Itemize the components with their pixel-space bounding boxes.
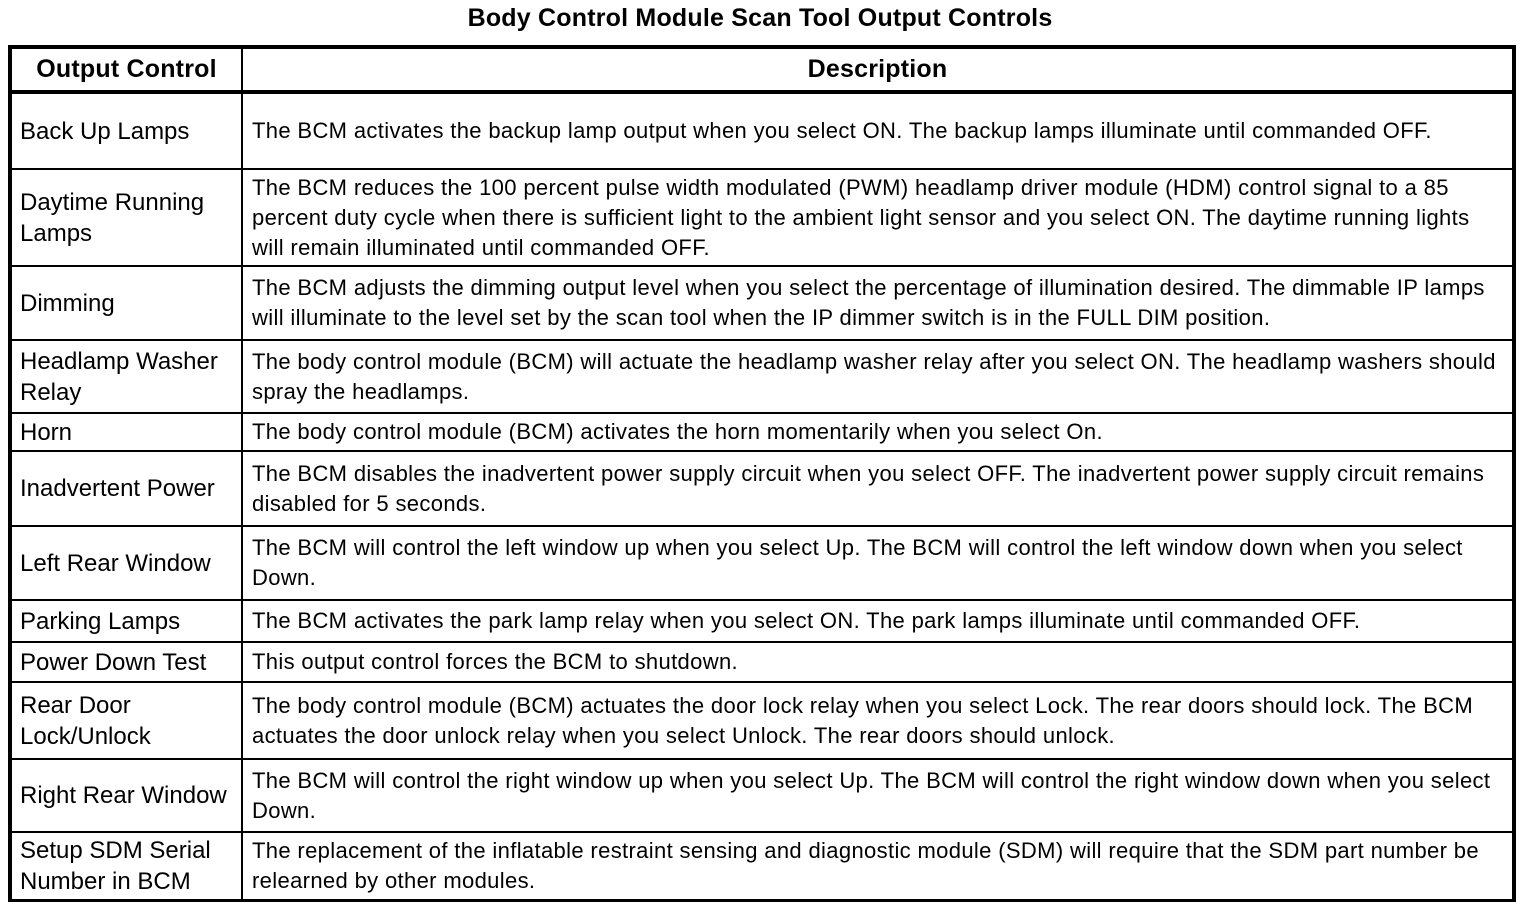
description-cell: The body control module (BCM) will actuate the headlamp washer relay after you select ON. The headlamp washers should spray the headlamps. — [242, 340, 1514, 413]
description-cell: This output control forces the BCM to shutdown. — [242, 642, 1514, 682]
table-row — [10, 682, 1514, 759]
description-cell: The BCM activates the backup lamp output when you select ON. The backup lamps illuminate until commanded OFF. — [242, 92, 1514, 169]
output-control-cell: Inadvertent Power — [10, 451, 242, 526]
output-control-cell: Right Rear Window — [10, 759, 242, 832]
description-cell: The BCM will control the left window up when you select Up. The BCM will control the left window down when you select Down. — [242, 526, 1514, 600]
table-row — [10, 642, 1514, 682]
table-row — [10, 451, 1514, 526]
output-control-cell: Horn — [10, 413, 242, 451]
table-row — [10, 92, 1514, 169]
table-row — [10, 759, 1514, 832]
output-control-cell: Dimming — [10, 266, 242, 340]
output-control-cell: Setup SDM Serial Number in BCM — [10, 832, 242, 901]
table-row — [10, 413, 1514, 451]
table-body — [10, 92, 1514, 901]
table-row — [10, 832, 1514, 901]
column-header-output-control: Output Control — [10, 47, 242, 92]
table-row — [10, 340, 1514, 413]
description-cell: The body control module (BCM) actuates the door lock relay when you select Lock. The rear doors should lock. The BCM actuates the door unlock relay when you select Unlock. The rear doors should unlock. — [242, 682, 1514, 759]
output-control-cell: Parking Lamps — [10, 600, 242, 642]
description-cell: The BCM reduces the 100 percent pulse width modulated (PWM) headlamp driver module (HDM) control signal to a 85 percent duty cycle when there is sufficient light to the ambient light sensor and you select ON. The daytime running lights will remain illuminated until commanded OFF. — [242, 169, 1514, 266]
output-control-cell: Left Rear Window — [10, 526, 242, 600]
table-row — [10, 526, 1514, 600]
output-control-cell: Back Up Lamps — [10, 92, 242, 169]
description-cell: The body control module (BCM) activates the horn momentarily when you select On. — [242, 413, 1514, 451]
output-control-cell: Power Down Test — [10, 642, 242, 682]
table-row — [10, 169, 1514, 266]
table-row — [10, 266, 1514, 340]
description-cell: The BCM will control the right window up when you select Up. The BCM will control the right window down when you select Down. — [242, 759, 1514, 832]
description-cell: The BCM activates the park lamp relay when you select ON. The park lamps illuminate until commanded OFF. — [242, 600, 1514, 642]
output-control-cell: Rear Door Lock/⁠Unlock — [10, 682, 242, 759]
output-control-cell: Headlamp Washer Relay — [10, 340, 242, 413]
table-header-row — [10, 47, 1514, 92]
description-cell: The replacement of the inflatable restraint sensing and diagnostic module (SDM) will require that the SDM part number be relearned by other modules. — [242, 832, 1514, 901]
output-control-cell: Daytime Running Lamps — [10, 169, 242, 266]
output-controls-table — [8, 45, 1516, 902]
description-cell: The BCM adjusts the dimming output level when you select the percentage of illumination desired. The dimmable IP lamps will illuminate to the level set by the scan tool when the IP dimmer switch is in the FULL DIM position. — [242, 266, 1514, 340]
column-header-description: Description — [242, 47, 1514, 92]
table-row — [10, 600, 1514, 642]
description-cell: The BCM disables the inadvertent power supply circuit when you select OFF. The inadvertent power supply circuit remains disabled for 5 seconds. — [242, 451, 1514, 526]
page-title: Body Control Module Scan Tool Output Controls — [467, 4, 1053, 32]
